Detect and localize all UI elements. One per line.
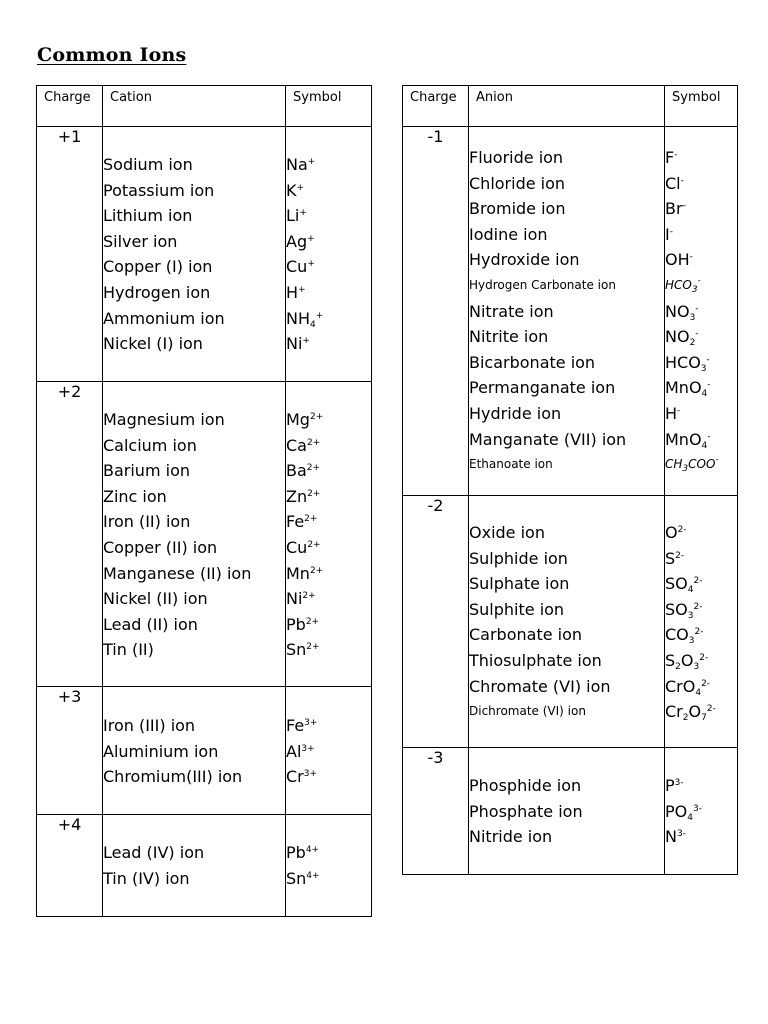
ion-symbol [286,458,371,484]
atom-count-subscript: 3 [691,284,698,295]
element-symbol: P [665,776,675,795]
element-symbol: MnO [665,378,702,398]
ion-charge-superscript: 2+ [304,514,318,525]
ion-symbol [286,306,371,332]
ion-names-cell [469,496,665,748]
element-symbol: H [665,403,678,423]
ion-symbol [665,799,737,825]
ion-charge-superscript: - [697,275,701,286]
element-symbol: COO [688,457,716,472]
atom-count-subscript: 2 [675,661,681,672]
element-symbol: Ni [286,334,303,354]
ion-group-row [37,815,372,917]
ion-symbols-cell [286,127,372,382]
element-symbol: Na [286,155,308,174]
charge-cell: -1 [403,127,469,496]
element-symbol: Ba [286,461,307,481]
ion-symbol [286,637,371,663]
ion-charge-superscript: - [669,226,673,237]
ion-name: Nickel (I) ion [103,334,203,354]
ion-name: Dichromate (VI) ion [469,704,586,719]
ion-symbol [286,561,371,587]
element-symbol: Cu [286,257,308,277]
element-symbol: O [688,702,702,722]
ion-charge-superscript: 2- [675,550,685,561]
ion-name: Chromate (VI) ion [469,676,611,696]
element-symbol: Pb [286,843,306,862]
ion-charge-superscript: 3- [692,803,702,814]
charge-cell: -2 [403,496,469,748]
ion-symbol [665,824,737,850]
element-symbol: S [665,548,676,568]
atom-count-subscript: 4 [701,389,708,400]
ion-name: Bromide ion [469,199,566,219]
element-symbol: Ag [286,231,308,251]
ion-charge-superscript: 3+ [301,743,315,754]
atom-count-subscript: 3 [689,312,696,323]
element-symbol: O [665,523,678,542]
ion-symbols-cell [286,687,372,815]
symbol-header: Symbol [665,86,738,127]
charge-cell: +3 [37,687,103,815]
element-symbol: SO [665,574,688,594]
ion-name: Lithium ion [103,206,193,226]
ion-symbol [665,648,737,674]
anion-table [402,85,738,875]
element-symbol: Sn [286,640,307,660]
atom-count-subscript: 4 [687,585,694,596]
element-symbol: Fe [286,716,305,735]
ion-symbol [286,535,371,561]
ion-name: Lead (IV) ion [103,843,205,862]
ion-name: Nitrite ion [469,327,549,347]
atom-count-subscript: 3 [688,636,695,647]
element-symbol: CO [665,625,689,645]
symbol-header: Symbol [286,86,372,127]
ion-charge-superscript: 4+ [306,870,320,881]
ion-name: Iron (III) ion [103,716,196,735]
ion-symbol [286,407,371,433]
ion-names-cell [103,687,286,815]
atom-count-subscript: 4 [695,687,702,698]
ion-symbol [286,203,371,229]
ion-symbol [286,178,371,204]
ion-charge-superscript: - [707,380,711,391]
ion-name: Ammonium ion [103,308,225,328]
element-symbol: Li [286,206,300,226]
element-symbol: HCO [665,352,701,372]
ion-group-row [403,127,738,496]
ion-name: Bicarbonate ion [469,352,596,372]
anion-header: Anion [469,86,665,127]
ion-name: Tin (II) [103,640,154,660]
element-symbol: NO [665,301,690,321]
ion-charge-superscript: 2- [699,652,709,663]
element-symbol: Al [286,741,302,761]
atom-count-subscript: 3 [693,661,700,672]
charge-header: Charge [403,86,469,127]
element-symbol: Zn [286,486,308,506]
ion-symbol [665,597,737,623]
ion-charge-superscript: 2+ [307,539,321,550]
ion-group-row [37,127,372,382]
atom-count-subscript: 2 [682,713,689,724]
atom-count-subscript: 4 [310,319,316,330]
ion-name: Thiosulphate ion [469,650,602,670]
ion-charge-superscript: 2- [677,525,687,535]
ion-symbol [286,586,371,612]
ion-name: Nickel (II) ion [103,589,208,609]
ion-charge-superscript: + [307,233,315,244]
ion-charge-superscript: 2- [693,601,703,612]
element-symbol: S [665,650,676,670]
ion-name: Phosphide ion [469,776,582,795]
ion-charge-superscript: - [689,252,693,263]
element-symbol: CrO [665,676,696,696]
ion-symbol [665,699,737,725]
ion-symbol [665,222,737,248]
ion-charge-superscript: - [707,431,711,442]
ion-symbol [665,299,737,325]
atom-count-subscript: 3 [682,464,689,475]
ion-charge-superscript: 2+ [306,642,320,653]
atom-count-subscript: 4 [701,440,708,451]
element-symbol: O [680,650,694,670]
anion-header-row [403,86,738,127]
ion-charge-superscript: 3+ [304,718,318,728]
ion-name: Sulphite ion [469,599,565,619]
ion-symbol [665,350,737,376]
ion-charge-superscript: 2+ [302,591,316,602]
ion-charge-superscript: + [299,208,307,219]
ion-symbols-cell [665,127,738,496]
ion-names-cell [469,748,665,875]
ion-charge-superscript: - [695,303,699,314]
ion-name: Sulphate ion [469,574,570,594]
ion-symbol [665,196,737,222]
cation-header-row [37,86,372,127]
ion-group-row [37,382,372,687]
ion-name: Hydrogen Carbonate ion [469,277,616,292]
ion-charge-superscript: + [315,310,324,321]
ion-name: Aluminium ion [103,741,219,761]
ion-names-cell [103,382,286,687]
ion-name: Lead (II) ion [103,614,198,634]
ion-symbol [286,509,371,535]
ion-symbol [665,375,737,401]
ion-group-row [37,687,372,815]
ion-name: Silver ion [103,231,178,251]
ion-charge-superscript: + [302,336,310,347]
ion-charge-superscript: - [695,329,699,340]
ion-symbol [286,612,371,638]
ion-symbol [286,840,371,866]
element-symbol: K [286,180,297,200]
ion-name: Carbonate ion [469,625,583,645]
atom-count-subscript: 3 [687,610,694,621]
ion-name: Copper (I) ion [103,257,213,277]
element-symbol: N [665,827,677,847]
ion-charge-superscript: 3- [674,778,684,788]
ion-name: Copper (II) ion [103,537,218,557]
atom-count-subscript: 3 [700,363,707,374]
ion-group-row [403,748,738,875]
element-symbol: Br [665,199,683,219]
ion-charge-superscript: - [706,354,710,365]
element-symbol: Cr [286,767,304,787]
ion-charge-superscript: - [677,405,681,416]
ion-charge-superscript: - [682,201,686,212]
ion-name: Chromium(III) ion [103,767,243,787]
element-symbol: MnO [665,429,702,449]
element-symbol: Sn [286,868,307,888]
element-symbol: Pb [286,614,306,634]
ion-name: Sodium ion [103,155,193,174]
ion-symbol [286,739,371,765]
ion-symbol [286,433,371,459]
element-symbol: Ni [286,589,303,609]
ion-name: Nitride ion [469,827,553,847]
atom-count-subscript: 4 [687,812,693,823]
ion-charge-superscript: - [680,175,684,186]
ion-symbols-cell [286,815,372,917]
ion-name: Sulphide ion [469,548,568,568]
ion-symbol [665,622,737,648]
ion-charge-superscript: 2- [693,576,703,587]
ion-symbol [665,546,737,572]
ion-charge-superscript: 3+ [303,769,318,780]
element-symbol: HCO [665,277,692,292]
charge-cell: +2 [37,382,103,687]
ion-charge-superscript: 2+ [309,412,324,422]
ion-symbol [665,520,737,546]
ion-symbols-cell [665,496,738,748]
ion-charge-superscript: 2+ [305,616,320,627]
ion-symbol [665,145,737,171]
ion-name: Hydrogen ion [103,282,211,302]
ion-symbol [665,324,737,350]
ion-charge-superscript: 2+ [307,488,321,499]
ion-charge-superscript: 2- [706,704,716,715]
ion-name: Calcium ion [103,435,197,455]
ion-names-cell [103,127,286,382]
atom-count-subscript: 7 [701,713,707,724]
element-symbol: I [665,224,670,244]
ion-symbol [286,764,371,790]
ion-name: Oxide ion [469,523,545,542]
charge-cell: +4 [37,815,103,917]
ion-symbol [665,273,737,299]
charge-cell: +1 [37,127,103,382]
ion-names-cell [469,127,665,496]
ion-symbol [665,674,737,700]
element-symbol: Ca [286,435,307,455]
page-title: Common Ions [37,44,187,66]
ion-name: Potassium ion [103,180,215,200]
ion-name: Iodine ion [469,224,548,244]
ion-name: Manganate (VII) ion [469,429,627,449]
ion-name: Fluoride ion [469,148,564,167]
element-symbol: Mn [286,563,310,583]
element-symbol: CH [665,457,683,472]
ion-symbol [286,713,371,739]
charge-header: Charge [37,86,103,127]
ion-group-row [403,496,738,748]
ion-charge-superscript: + [296,182,305,193]
cation-header: Cation [103,86,286,127]
ion-symbol [286,484,371,510]
ion-name: Permanganate ion [469,378,616,398]
ion-name: Hydride ion [469,403,562,423]
ion-symbol [665,427,737,453]
ion-symbol [665,171,737,197]
ion-symbol [665,247,737,273]
ion-charge-superscript: 2+ [306,463,321,474]
ion-symbol [286,152,371,178]
ion-charge-superscript: + [307,157,316,167]
element-symbol: NH [286,308,310,328]
ion-symbols-cell [286,382,372,687]
ion-names-cell [103,815,286,917]
ion-charge-superscript: - [674,150,678,160]
ion-charge-superscript: 2- [694,627,704,638]
ion-symbol [665,773,737,799]
ion-name: Ethanoate ion [469,457,553,472]
element-symbol: NO [665,327,690,347]
ion-charge-superscript: 4+ [305,845,320,855]
ion-symbol [665,571,737,597]
ion-charge-superscript: 3- [676,829,686,840]
ion-charge-superscript: + [307,259,315,270]
cation-table [36,85,372,917]
ion-name: Hydroxide ion [469,250,580,270]
atom-count-subscript: 2 [689,338,696,349]
ion-name: Chloride ion [469,173,566,193]
ion-symbol [286,229,371,255]
ion-name: Barium ion [103,461,190,481]
element-symbol: Cr [665,702,683,722]
ion-name: Iron (II) ion [103,512,191,532]
ion-charge-superscript: 2- [701,678,711,689]
ion-name: Manganese (II) ion [103,563,252,583]
element-symbol: H [286,282,299,302]
element-symbol: PO [665,801,688,821]
charge-cell: -3 [403,748,469,875]
element-symbol: Mg [286,410,310,429]
ion-name: Tin (IV) ion [103,868,190,888]
ion-charge-superscript: 2+ [306,437,321,448]
element-symbol: Cu [286,537,308,557]
ion-symbol [286,280,371,306]
element-symbol: F [665,148,675,167]
ion-charge-superscript: - [715,455,719,466]
ion-charge-superscript: 2+ [309,565,324,576]
ion-name: Zinc ion [103,486,167,506]
ion-name: Magnesium ion [103,410,225,429]
element-symbol: OH [665,250,690,270]
ion-symbol [286,254,371,280]
element-symbol: Fe [286,512,305,532]
element-symbol: SO [665,599,688,619]
ion-symbol [286,866,371,892]
ion-charge-superscript: + [298,284,306,295]
ion-symbols-cell [665,748,738,875]
ion-name: Nitrate ion [469,301,554,321]
ion-symbol [665,452,737,478]
ion-name: Phosphate ion [469,801,583,821]
ion-symbol [665,401,737,427]
element-symbol: Cl [665,173,681,193]
ion-symbol [286,331,371,357]
